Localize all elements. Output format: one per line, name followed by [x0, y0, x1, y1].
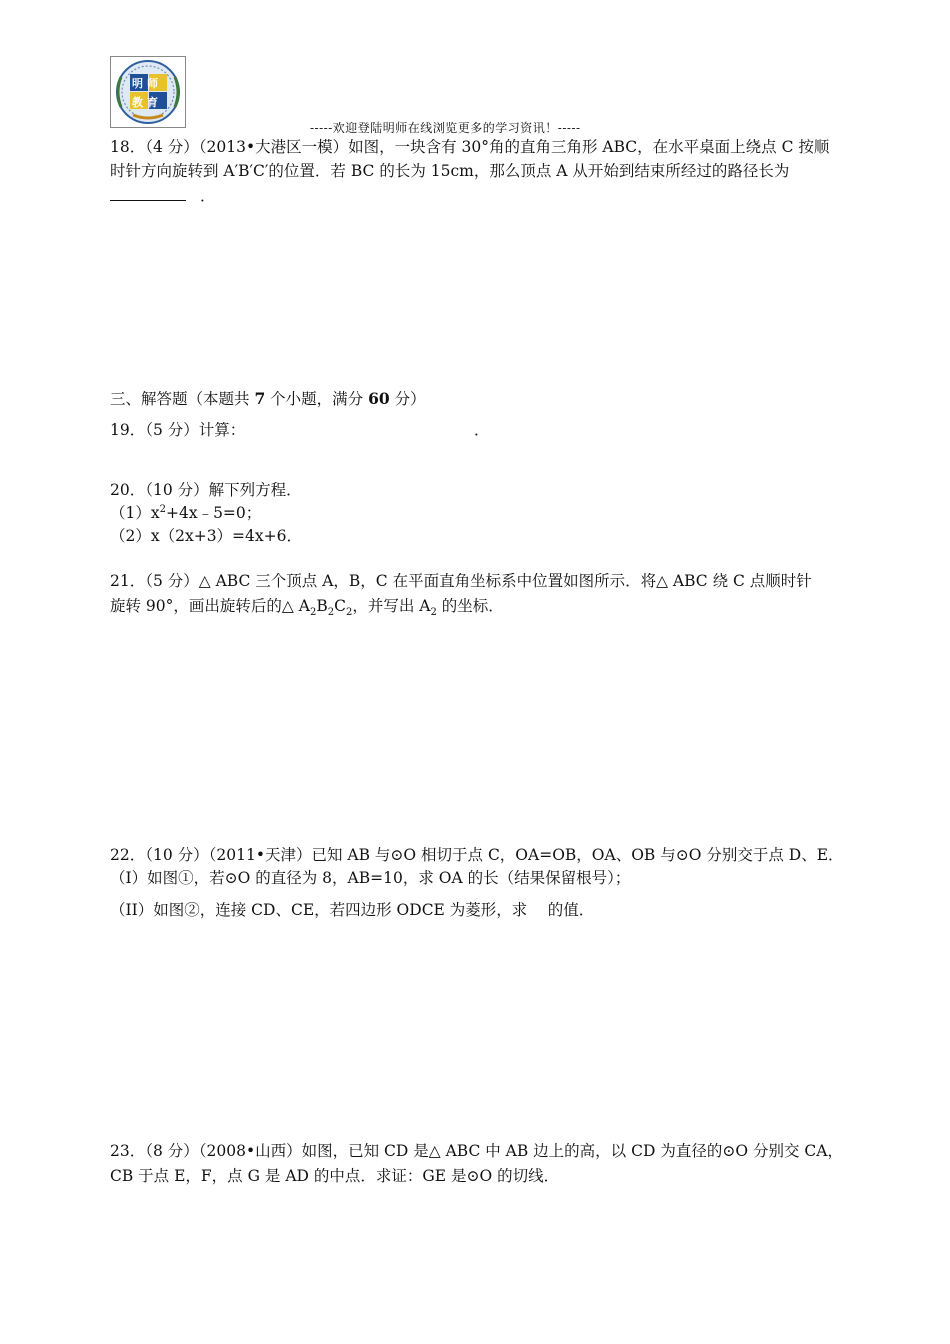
- q21-mid: ，并写出 A: [352, 597, 431, 615]
- q21-line-1: 21．（5 分）△ ABC 三个顶点 A，B，C 在平面直角坐标系中位置如图所示．将△ ABC 绕 C 点顺时针: [110, 572, 812, 590]
- q18-line-3: [110, 184, 216, 206]
- logo-text-bottom: 教育: [132, 96, 162, 109]
- q19-period: ．: [474, 421, 490, 439]
- q21-b: B: [316, 597, 328, 615]
- q18-period: ．: [200, 187, 216, 205]
- section-3-heading: [110, 387, 426, 409]
- q22-line-2: （I）如图①，若⊙O 的直径为 8，AB=10，求 OA 的长（结果保留根号）；: [110, 869, 631, 887]
- logo-text-top: 明师: [132, 77, 162, 90]
- q21-sub-c: 2: [345, 607, 353, 619]
- section-3-suffix: 分）: [389, 390, 426, 408]
- q21-c: C: [334, 597, 346, 615]
- q20-part-1-pre: （1）x: [110, 504, 160, 522]
- q22-line-3: （II）如图②，连接 CD、CE，若四边形 ODCE 为菱形，求 的值．: [110, 901, 595, 919]
- q23-line-1: 23．（8 分）（2008•山西）如图，已知 CD 是△ ABC 中 AB 边上的高，以 CD 为直径的⊙O 分别交 CA，: [110, 1142, 843, 1160]
- page-tagline: -----欢迎登陆明师在线浏览更多的学习资讯！-----: [310, 121, 581, 135]
- section-3-middle: 个小题，满分: [265, 390, 369, 408]
- q21-sub-a2: 2: [430, 607, 437, 619]
- q20-part-2: （2）x（2x+3）=4x+6．: [110, 527, 302, 545]
- q20-part-1-exp: 2: [159, 503, 166, 515]
- logo-emblem-icon: [111, 57, 185, 127]
- q22-line-1: 22．（10 分）（2011•天津）已知 AB 与⊙O 相切于点 C，OA=OB，OA、OB 与⊙O 分别交于点 D、E．: [110, 846, 844, 864]
- q21-line-2: [110, 594, 504, 618]
- q18-line-1: 18．（4 分）（2013•大港区一模）如图，一块含有 30°角的直角三角形 ABC，在水平桌面上绕点 C 按顺: [110, 138, 830, 156]
- section-3-score: 60: [368, 389, 390, 408]
- q21-pre: 旋转 90°，画出旋转后的△ A: [110, 597, 310, 615]
- q20-title: 20．（10 分）解下列方程．: [110, 481, 302, 499]
- q18-line-2: 时针方向旋转到 A′B′C′的位置．若 BC 的长为 15cm，那么顶点 A 从开始到结束所经过的路径长为: [110, 162, 790, 180]
- q21-sub-b: 2: [327, 607, 335, 619]
- q23-line-2: CB 于点 E，F，点 G 是 AD 的中点．求证：GE 是⊙O 的切线．: [110, 1167, 560, 1185]
- q19-line: 19．（5 分）计算：: [110, 421, 246, 439]
- answer-blank: [110, 186, 186, 201]
- q20-part-1-post: +4x﹣5=0；: [165, 504, 262, 522]
- section-3-prefix: 三、解答题（本题共: [110, 390, 255, 408]
- q20-part-1: [110, 501, 261, 523]
- logo: [110, 56, 186, 128]
- q21-post: 的坐标．: [436, 597, 504, 615]
- section-3-count: 7: [254, 389, 266, 408]
- q21-sub-a: 2: [309, 607, 317, 619]
